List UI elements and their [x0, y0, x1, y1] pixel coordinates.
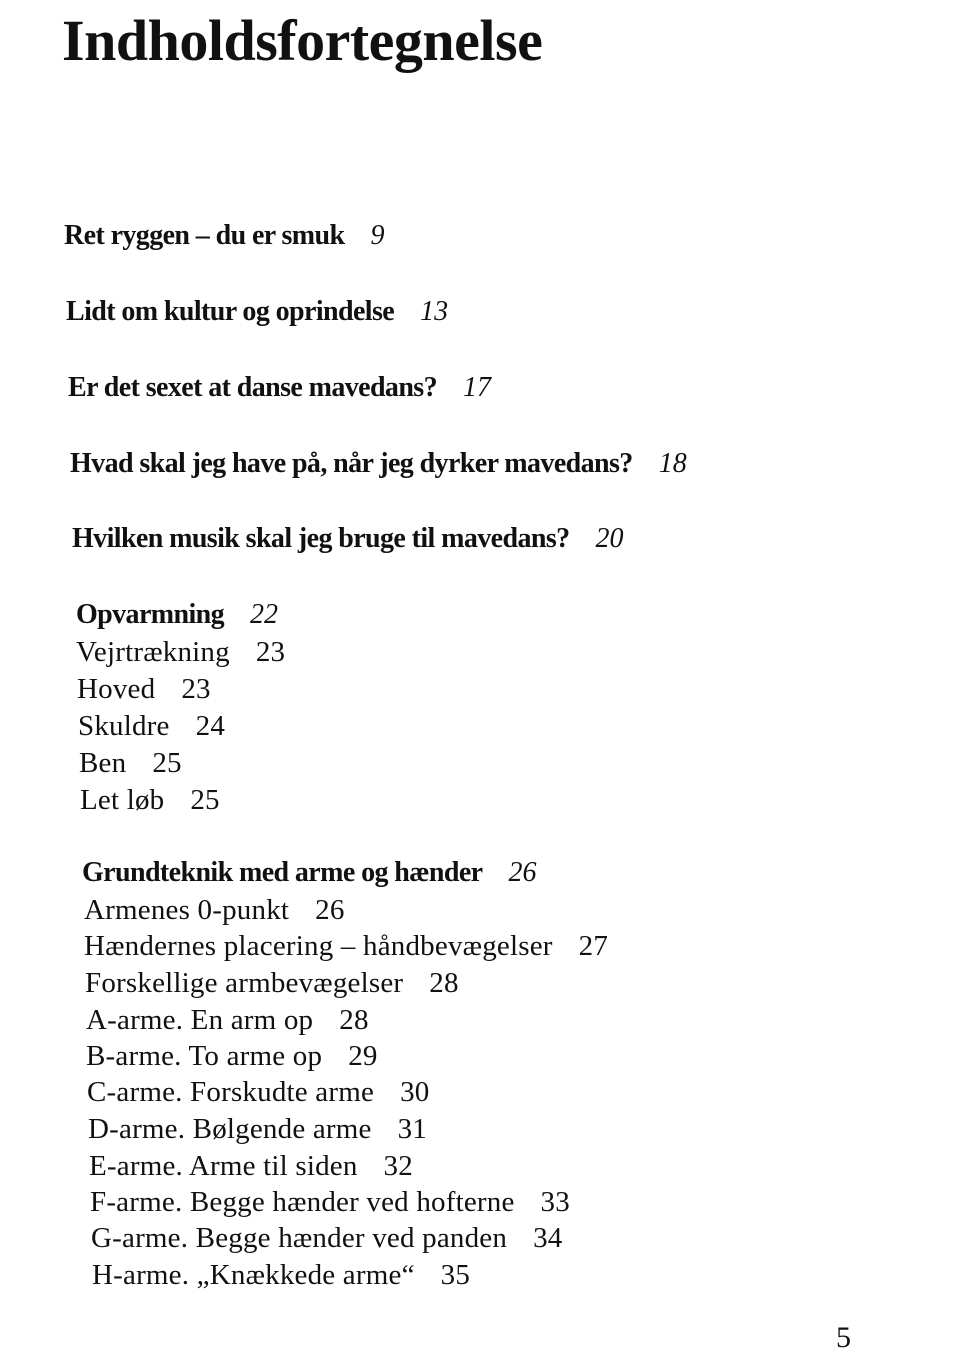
toc-subentry[interactable] [86, 1002, 369, 1038]
page-number: 5 [836, 1321, 851, 1354]
toc-entry-label: Hvad skal jeg have på, når jeg dyrker mavedans? [70, 448, 633, 479]
toc-subentry-label: F-arme. Begge hænder ved hofterne [90, 1186, 515, 1218]
toc-subentry-label: A-arme. En arm op [86, 1004, 314, 1036]
toc-subentry-label: C-arme. Forskudte arme [87, 1076, 375, 1108]
toc-entry[interactable] [66, 294, 448, 330]
toc-entry-label: Er det sexet at danse mavedans? [68, 372, 437, 403]
toc-subentry-label: Skuldre [78, 710, 170, 742]
toc-section-heading-basics[interactable] [82, 855, 536, 891]
toc-subentry-page: 35 [440, 1259, 471, 1291]
toc-subentry-page: 28 [429, 967, 459, 999]
toc-subentry-label: Hændernes placering – håndbevægelser [84, 930, 553, 962]
toc-subentry-page: 23 [255, 636, 286, 668]
toc-subentry-page: 29 [348, 1040, 378, 1072]
toc-subentry[interactable] [92, 1257, 470, 1293]
toc-subentry[interactable] [84, 892, 345, 928]
toc-subentry-label: Hoved [77, 673, 156, 705]
toc-entry-label: Hvilken musik skal jeg bruge til mavedans? [72, 523, 570, 554]
toc-subentry-label: B-arme. To arme op [86, 1040, 323, 1072]
toc-entry-page: 26 [508, 857, 537, 888]
toc-subentry-page: 25 [190, 784, 220, 816]
toc-subentry-label: Ben [79, 747, 127, 779]
toc-subentry-label: Vejrtrækning [76, 636, 230, 668]
toc-subentry-page: 28 [339, 1004, 369, 1036]
page-title: Indholdsfortegnelse [62, 8, 543, 73]
toc-subentry-label: G-arme. Begge hænder ved panden [91, 1222, 508, 1254]
toc-subentry[interactable] [85, 965, 459, 1001]
toc-subentry-page: 31 [397, 1113, 428, 1145]
toc-section-heading-warmup[interactable] [76, 597, 278, 633]
toc-subentry[interactable] [87, 1074, 429, 1110]
toc-entry-label: Opvarmning [76, 599, 225, 630]
toc-entry-page: 22 [250, 599, 279, 630]
toc-subentry[interactable] [88, 1111, 427, 1147]
toc-subentry[interactable] [80, 782, 220, 818]
toc-subentry[interactable] [76, 634, 285, 670]
toc-subentry-page: 34 [533, 1222, 563, 1254]
toc-subentry-label: E-arme. Arme til siden [89, 1150, 358, 1182]
toc-subentry-page: 24 [195, 710, 226, 742]
toc-subentry-page: 25 [152, 747, 182, 779]
toc-subentry[interactable] [91, 1220, 563, 1256]
toc-subentry[interactable] [84, 928, 608, 964]
toc-subentry[interactable] [86, 1038, 378, 1074]
toc-subentry-label: Let løb [80, 784, 165, 816]
toc-subentry-page: 33 [540, 1186, 570, 1218]
toc-entry-page: 20 [595, 523, 624, 554]
toc-subentry[interactable] [77, 671, 211, 707]
toc-subentry-page: 32 [383, 1150, 413, 1182]
toc-entry[interactable] [64, 218, 384, 254]
toc-subentry-page: 30 [400, 1076, 430, 1108]
toc-subentry-label: Armenes 0-punkt [84, 894, 290, 926]
toc-subentry-page: 27 [578, 930, 609, 962]
toc-subentry-label: H-arme. „Knækkede arme“ [92, 1259, 415, 1291]
toc-entry-page: 17 [462, 372, 491, 403]
toc-subentry-page: 26 [315, 894, 345, 926]
toc-subentry[interactable] [89, 1148, 413, 1184]
toc-subentry[interactable] [79, 745, 182, 781]
toc-subentry[interactable] [78, 708, 225, 744]
toc-entry-label: Lidt om kultur og oprindelse [66, 296, 395, 327]
toc-entry-page: 18 [658, 448, 687, 479]
toc-subentry[interactable] [90, 1184, 570, 1220]
toc-entry-page: 9 [370, 220, 385, 251]
toc-entry-page: 13 [420, 296, 449, 327]
toc-entry[interactable] [72, 521, 624, 557]
toc-subentry-label: D-arme. Bølgende arme [88, 1113, 372, 1145]
toc-entry-label: Ret ryggen – du er smuk [64, 220, 345, 251]
toc-entry[interactable] [70, 446, 687, 482]
toc-subentry-label: Forskellige armbevægelser [85, 967, 404, 999]
toc-entry[interactable] [68, 370, 491, 406]
toc-entry-label: Grundteknik med arme og hænder [82, 857, 483, 888]
toc-subentry-page: 23 [181, 673, 211, 705]
